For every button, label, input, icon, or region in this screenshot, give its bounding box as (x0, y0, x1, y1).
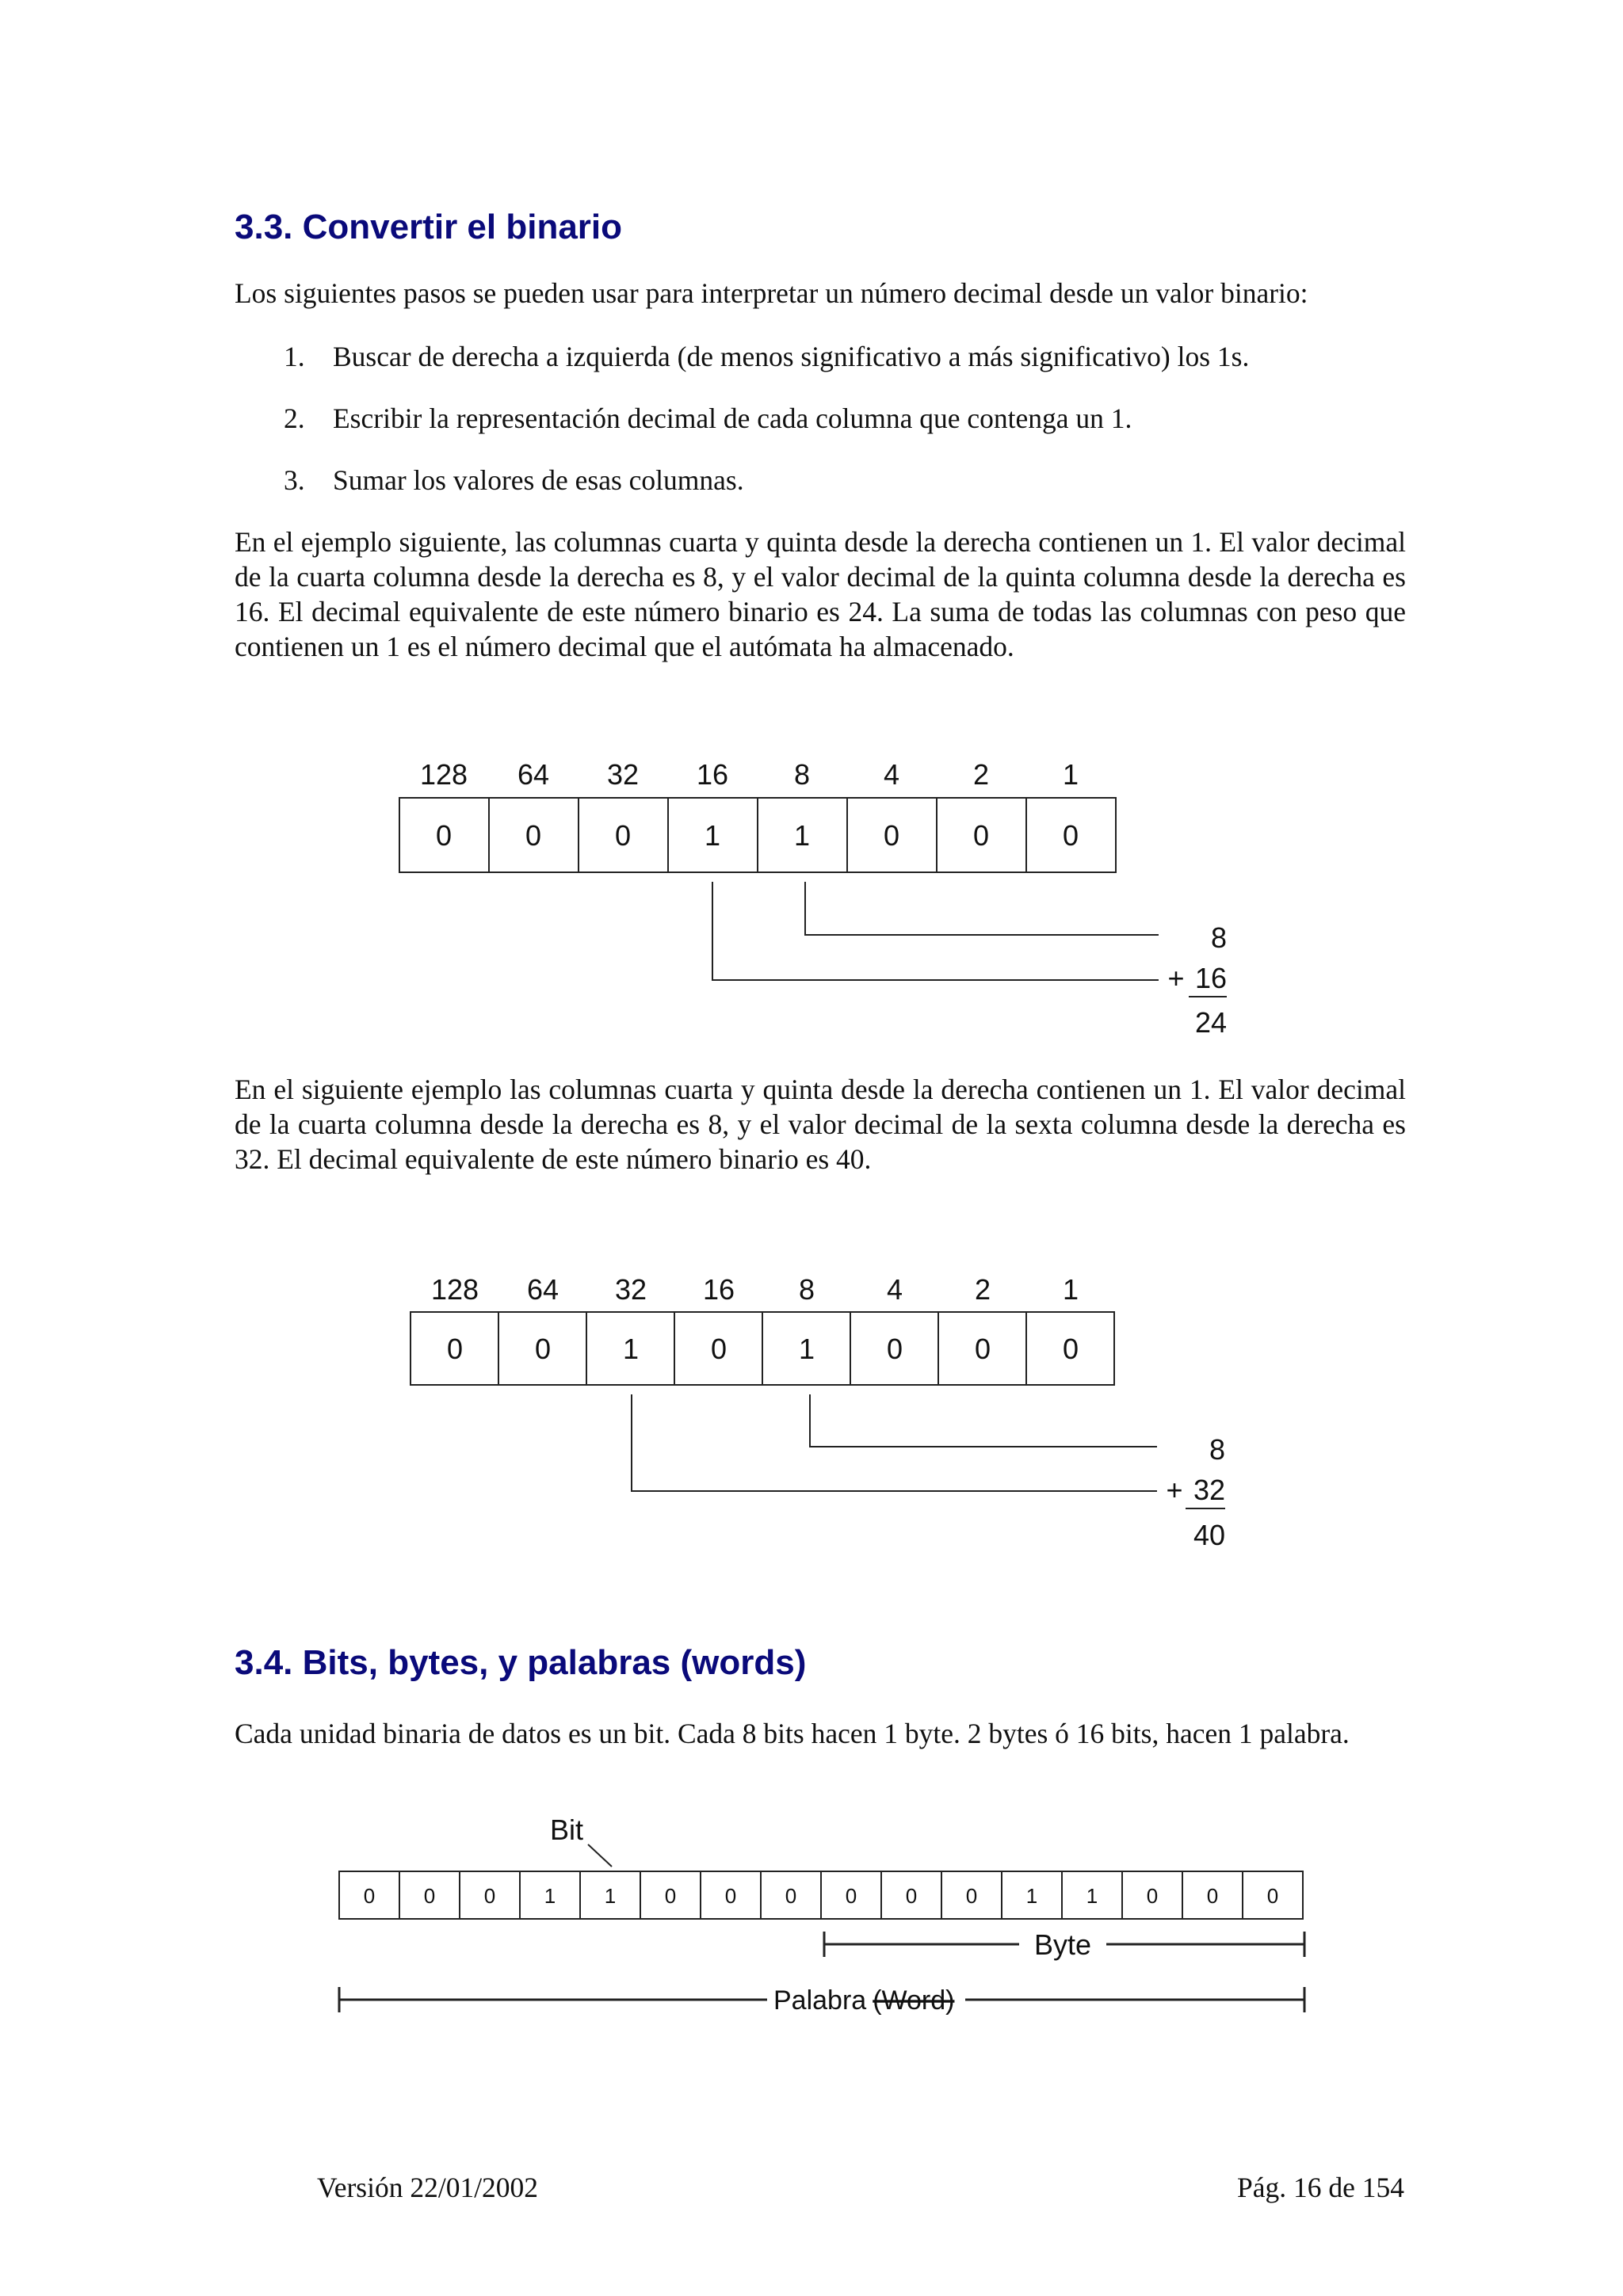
bit-value: 0 (614, 819, 632, 852)
connector-line (810, 1394, 1157, 1447)
weight-label: 1 (1062, 1273, 1079, 1306)
connector-line (712, 882, 1159, 980)
weight-label: 8 (798, 1273, 815, 1306)
word-bit-value: 0 (1206, 1884, 1219, 1908)
word-bit-value: 1 (604, 1884, 617, 1908)
footer-page-number: Pág. 16 de 154 (1236, 2172, 1404, 2203)
weight-label: 16 (702, 1273, 735, 1306)
bit-value: 0 (886, 1333, 903, 1365)
connector-line (632, 1394, 1157, 1491)
byte-label: Byte (1033, 1928, 1092, 1961)
plus-sign: + (1167, 962, 1185, 994)
step-text: Buscar de derecha a izquierda (de menos significativo a más significativo) los 1s. (333, 341, 1250, 372)
bit-cells (411, 1312, 1114, 1385)
weight-label: 32 (606, 758, 640, 791)
bit-value: 1 (622, 1333, 640, 1365)
weight-label: 1 (1062, 758, 1079, 791)
sum-operand: 32 (1193, 1474, 1225, 1506)
bit-label: Bit (550, 1814, 584, 1846)
bit-value: 0 (435, 819, 453, 852)
word-bit-value: 0 (664, 1884, 677, 1908)
word-bit-value: 0 (905, 1884, 918, 1908)
example1-paragraph: En el ejemplo siguiente, las columnas cuarta y quinta desde la derecha contienen un 1. El valor decimal de la cuarta columna desde la derecha es 8, y el valor decimal de la quinta columna desde la derecha es 16. El decimal equivalente de este número binario es 24. La suma de todas las columnas con peso que contienen un 1 es el número decimal que el autómata ha almacenado. (235, 526, 1406, 662)
weight-label: 2 (974, 1273, 991, 1306)
step-number: 1. (284, 341, 305, 372)
sum-operand: 8 (1210, 921, 1227, 954)
intro-paragraph: Los siguientes pasos se pueden usar para interpretar un número decimal desde un valor binario: (235, 277, 1308, 309)
connector-lines (712, 882, 1227, 997)
example2-paragraph: En el siguiente ejemplo las columnas cuarta y quinta desde la derecha contienen un 1. El valor decimal de la cuarta columna desde la derecha es 8, y el valor decimal de la sexta columna desde la derecha es 32. El decimal equivalente de este número binario es 40. (235, 1074, 1406, 1175)
connector-line (805, 882, 1159, 935)
sum-operand: 16 (1194, 962, 1227, 994)
weight-label: 128 (430, 1273, 479, 1306)
word-label-main: Palabra (773, 1985, 867, 2016)
section-heading-3-4: 3.4. Bits, bytes, y palabras (words) (235, 1643, 807, 1682)
step-text: Sumar los valores de esas columnas. (333, 464, 744, 496)
word-bit-value: 0 (1146, 1884, 1159, 1908)
weight-label: 64 (517, 758, 550, 791)
bits-paragraph: Cada unidad binaria de datos es un bit. Cada 8 bits hacen 1 byte. 2 bytes ó 16 bits, hacen 1 palabra. (235, 1718, 1350, 1749)
weight-label: 4 (883, 758, 900, 791)
bit-value: 0 (974, 1333, 991, 1365)
section-heading-3-3: 3.3. Convertir el binario (235, 208, 623, 246)
bit-value: 1 (793, 819, 811, 852)
word-bit-value: 0 (483, 1884, 496, 1908)
word-bit-value: 0 (1266, 1884, 1279, 1908)
weight-row (431, 1273, 1079, 1306)
weight-row (420, 758, 1079, 791)
weight-label: 32 (614, 1273, 647, 1306)
weight-label: 16 (696, 758, 729, 791)
word-bit-value: 1 (1086, 1884, 1098, 1908)
bit-value: 0 (1062, 819, 1079, 852)
sum-operand: 8 (1209, 1433, 1225, 1466)
step-number: 3. (284, 464, 305, 496)
weight-label: 64 (526, 1273, 559, 1306)
word-label-struck: (Word) (873, 1985, 955, 2016)
bit-value: 0 (446, 1333, 464, 1365)
word-bit-value: 1 (544, 1884, 556, 1908)
connector-lines (632, 1394, 1225, 1508)
word-label (773, 1985, 954, 2016)
bit-value: 0 (525, 819, 542, 852)
bit-value: 1 (798, 1333, 815, 1365)
bit-byte-word-diagram (0, 1806, 1623, 2044)
binary-diagram-1 (0, 0, 1623, 1062)
bit-value: 0 (1062, 1333, 1079, 1365)
plus-sign: + (1166, 1474, 1183, 1506)
step-text: Escribir la representación decimal de cada columna que contenga un 1. (333, 402, 1132, 434)
bit-cells (399, 798, 1116, 872)
word-bit-value: 1 (1025, 1884, 1038, 1908)
word-bit-value: 0 (423, 1884, 436, 1908)
bit-value: 1 (704, 819, 721, 852)
bit-value: 0 (534, 1333, 552, 1365)
sum-total: 40 (1193, 1519, 1225, 1551)
word-bit-value: 0 (785, 1884, 797, 1908)
bit-value: 0 (710, 1333, 727, 1365)
bit-pointer-line (588, 1844, 612, 1867)
weight-label: 2 (972, 758, 990, 791)
bit-value: 0 (883, 819, 900, 852)
word-bit-value: 0 (724, 1884, 737, 1908)
bit-value: 0 (972, 819, 990, 852)
binary-diagram-2 (0, 1220, 1623, 1569)
word-bit-value: 0 (965, 1884, 978, 1908)
sum-total: 24 (1194, 1006, 1227, 1039)
word-bit-value: 0 (845, 1884, 857, 1908)
weight-label: 128 (419, 758, 468, 791)
word-bit-value: 0 (363, 1884, 376, 1908)
weight-label: 8 (793, 758, 811, 791)
footer-version: Versión 22/01/2002 (317, 2172, 539, 2203)
step-number: 2. (284, 402, 305, 434)
weight-label: 4 (886, 1273, 903, 1306)
